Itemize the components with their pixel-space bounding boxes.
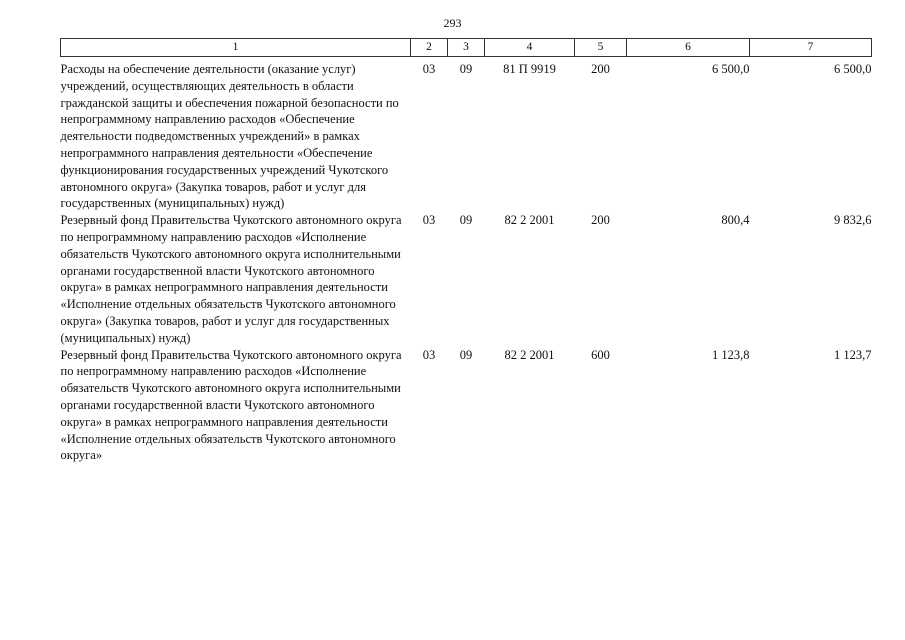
row-subsection: 09 [459, 213, 473, 228]
table-header [61, 39, 872, 57]
column-header-6: 6 [627, 39, 750, 57]
budget-table [60, 38, 872, 464]
column-header-2: 2 [411, 39, 448, 57]
table-row [61, 57, 872, 213]
row-section: 03 [422, 213, 436, 228]
table-row [61, 212, 872, 346]
row-subsection: 09 [459, 62, 473, 76]
page-number: 293 [443, 16, 462, 30]
row-target-article: 82 2 2001 [504, 347, 555, 362]
row-section: 03 [422, 62, 436, 76]
column-header-3: 3 [448, 39, 485, 57]
header-row [61, 39, 872, 57]
row-target-article: 82 2 2001 [504, 213, 555, 228]
row-expense-type: 600 [591, 347, 610, 362]
row-amount-col6: 800,4 [721, 213, 750, 228]
row-amount-col6: 1 123,8 [712, 347, 750, 362]
table-row [61, 347, 872, 465]
row-description: Расходы на обеспечение деятельности (оказание услуг) учреждений, осуществляющих деятельность в области гражданской защиты и обеспечения пожарной безопасности по непрограммному направлению расходов «Обеспечение деятельности подведомственных учреждений» в рамках непрограммного направления деятельности «Обеспечение функционирования государственных учреждений Чукотского автономного округа» (Закупка товаров, работ и услуг для государственных (муниципальных) нужд) [60, 62, 399, 211]
row-description: Резервный фонд Правительства Чукотского автономного округа по непрограммному направлению расходов «Исполнение обязательств Чукотского автономного округа исполнительными органами государственной власти Чукотского автономного округа» в рамках непрограммного направления деятельности «Исполнение отдельных обязательств Чукотского автономного округа» (Закупка товаров, работ и услуг для государственных (муниципальных) нужд) [60, 213, 402, 345]
row-section: 03 [422, 347, 436, 362]
row-amount-col6: 6 500,0 [712, 62, 750, 76]
column-header-7: 7 [750, 39, 872, 57]
row-target-article: 81 П 9919 [503, 62, 556, 76]
row-expense-type: 200 [591, 213, 610, 228]
row-subsection: 09 [459, 347, 473, 362]
column-header-5: 5 [575, 39, 627, 57]
table-body [61, 57, 872, 465]
row-amount-col7: 6 500,0 [834, 62, 872, 76]
column-header-1: 1 [61, 39, 411, 57]
row-amount-col7: 1 123,7 [834, 347, 872, 362]
column-header-4: 4 [485, 39, 575, 57]
row-description: Резервный фонд Правительства Чукотского автономного округа по непрограммному направлению расходов «Исполнение обязательств Чукотского автономного округа исполнительными органами государственной власти Чукотского автономного округа» в рамках непрограммного направления деятельности «Исполнение отдельных обязательств Чукотского автономного округа» [60, 347, 402, 463]
row-amount-col7: 9 832,6 [834, 213, 872, 228]
row-expense-type: 200 [591, 62, 610, 76]
